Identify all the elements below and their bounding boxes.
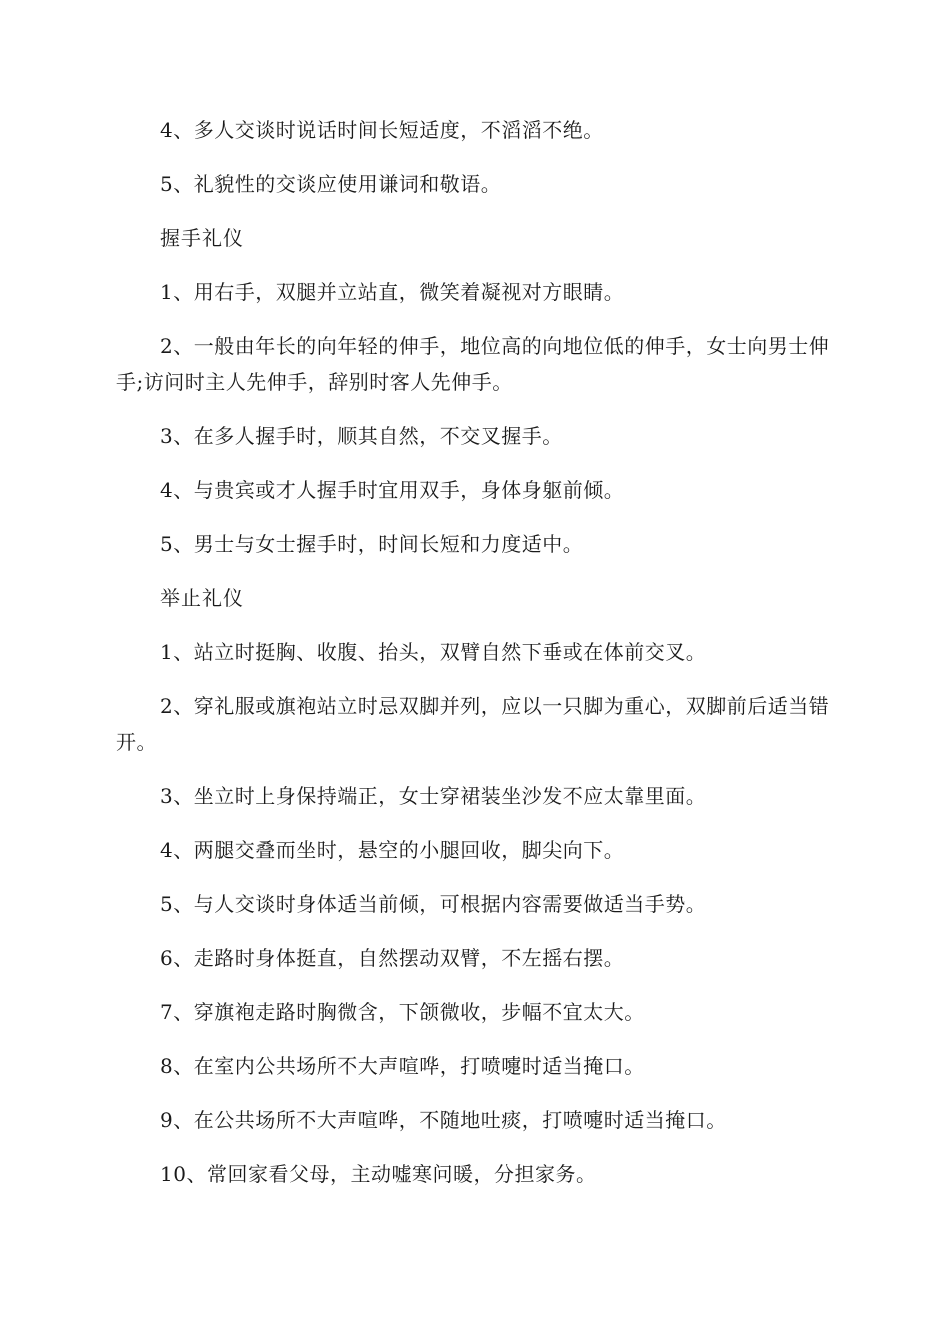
behavior-item-2: 2、穿礼服或旗袍站立时忌双脚并列，应以一只脚为重心，双脚前后适当错开。: [116, 694, 830, 754]
conversation-item-5: 5、礼貌性的交谈应使用谦词和敬语。: [160, 172, 502, 196]
handshake-item-2: 2、一般由年长的向年轻的伸手，地位高的向地位低的伸手，女士向男士伸手;访问时主人先伸手，辞别时客人先伸手。: [116, 334, 830, 394]
behavior-item-7: 7、穿旗袍走路时胸微含，下颌微收，步幅不宜太大。: [160, 1000, 645, 1024]
handshake-item-4: 4、与贵宾或才人握手时宜用双手，身体身躯前倾。: [160, 478, 625, 502]
behavior-item-8: 8、在室内公共场所不大声喧哗，打喷嚏时适当掩口。: [160, 1054, 645, 1078]
behavior-item-5: 5、与人交谈时身体适当前倾，可根据内容需要做适当手势。: [160, 892, 707, 916]
behavior-item-10: 10、常回家看父母，主动嘘寒问暖，分担家务。: [160, 1162, 597, 1186]
handshake-item-5: 5、男士与女士握手时，时间长短和力度适中。: [160, 532, 584, 556]
handshake-item-1: 1、用右手，双腿并立站直，微笑着凝视对方眼睛。: [160, 280, 625, 304]
handshake-item-3: 3、在多人握手时，顺其自然，不交叉握手。: [160, 424, 563, 448]
document-body: [116, 112, 836, 1210]
section-heading-handshake: 握手礼仪: [160, 226, 244, 250]
behavior-item-6: 6、走路时身体挺直，自然摆动双臂，不左摇右摆。: [160, 946, 625, 970]
conversation-item-4: 4、多人交谈时说话时间长短适度，不滔滔不绝。: [160, 118, 604, 142]
behavior-item-9: 9、在公共场所不大声喧哗，不随地吐痰，打喷嚏时适当掩口。: [160, 1108, 727, 1132]
section-heading-behavior: 举止礼仪: [160, 586, 244, 610]
behavior-item-4: 4、两腿交叠而坐时，悬空的小腿回收，脚尖向下。: [160, 838, 625, 862]
behavior-item-1: 1、站立时挺胸、收腹、抬头，双臂自然下垂或在体前交叉。: [160, 640, 707, 664]
behavior-item-3: 3、坐立时上身保持端正，女士穿裙装坐沙发不应太靠里面。: [160, 784, 707, 808]
